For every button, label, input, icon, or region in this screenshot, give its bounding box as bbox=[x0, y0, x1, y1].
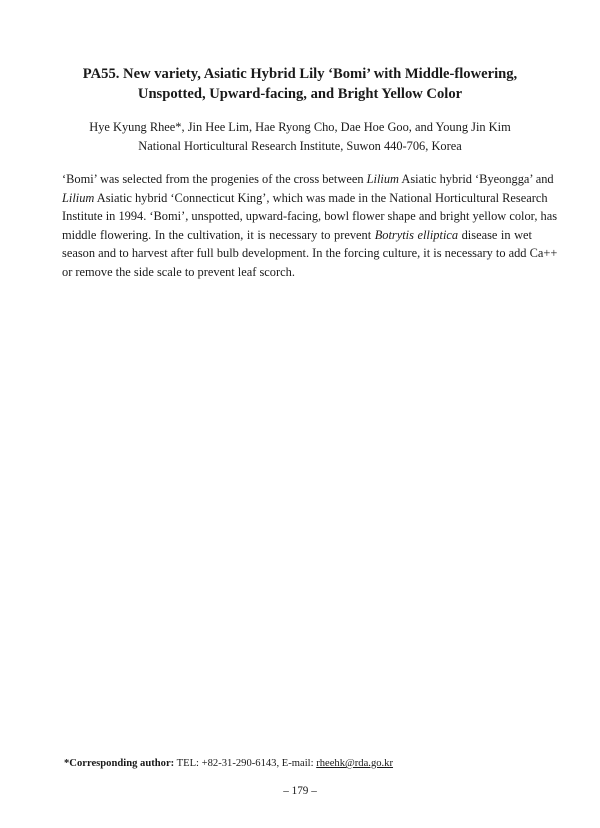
footnote-label: *Corresponding author: bbox=[64, 758, 175, 769]
page-number: – 179 – bbox=[283, 785, 317, 797]
email-link[interactable]: rheehk@rda.go.kr bbox=[316, 758, 394, 769]
footnote-contact: TEL: +82-31-290-6143, E-mail: bbox=[174, 758, 317, 769]
corresponding-author-footnote bbox=[64, 757, 544, 771]
abstract-line-3: Institute in 1994. ‘Bomi’, unspotted, upward-facing, bowl flower shape and bright yellow color, has bbox=[62, 209, 558, 224]
abstract-text: Asiatic hybrid ‘Byeongga’ and bbox=[399, 172, 554, 186]
abstract-line-5: season and to harvest after full bulb development. In the forcing culture, it is necessary to add Ca++ bbox=[62, 246, 558, 261]
abstract-line-1 bbox=[62, 170, 554, 189]
author-names: Hye Kyung Rhee*, Jin Hee Lim, Hae Ryong Cho, Dae Hoe Goo, and Young Jin Kim bbox=[89, 120, 511, 134]
author-affiliation: National Horticultural Research Institute, Suwon 440-706, Korea bbox=[138, 139, 462, 153]
author-block bbox=[60, 118, 540, 156]
abstract-line-6: or remove the side scale to prevent leaf scorch. bbox=[62, 264, 295, 279]
paper-title-line-1: PA55. New variety, Asiatic Hybrid Lily ‘Bomi’ with Middle-flowering, bbox=[82, 66, 518, 82]
abstract-text: Asiatic hybrid ‘Connecticut King’, which was made in the National Horticultural Research bbox=[94, 190, 548, 205]
pathogen-name: Botrytis elliptica bbox=[374, 227, 459, 242]
abstract-line-2 bbox=[62, 189, 548, 208]
abstract-line-4 bbox=[62, 226, 532, 245]
abstract-text: disease in wet bbox=[458, 227, 532, 242]
species-name: Lilium bbox=[62, 190, 95, 205]
abstract-paragraph bbox=[62, 170, 558, 282]
abstract-text: middle flowering. In the cultivation, it is necessary to prevent bbox=[62, 227, 375, 242]
abstract-text: ‘Bomi’ was selected from the progenies of the cross between bbox=[62, 172, 367, 186]
paper-title-line-2: Unspotted, Upward-facing, and Bright Yellow Color bbox=[137, 86, 463, 102]
species-name: Lilium bbox=[366, 172, 399, 186]
paper-title bbox=[60, 64, 540, 104]
